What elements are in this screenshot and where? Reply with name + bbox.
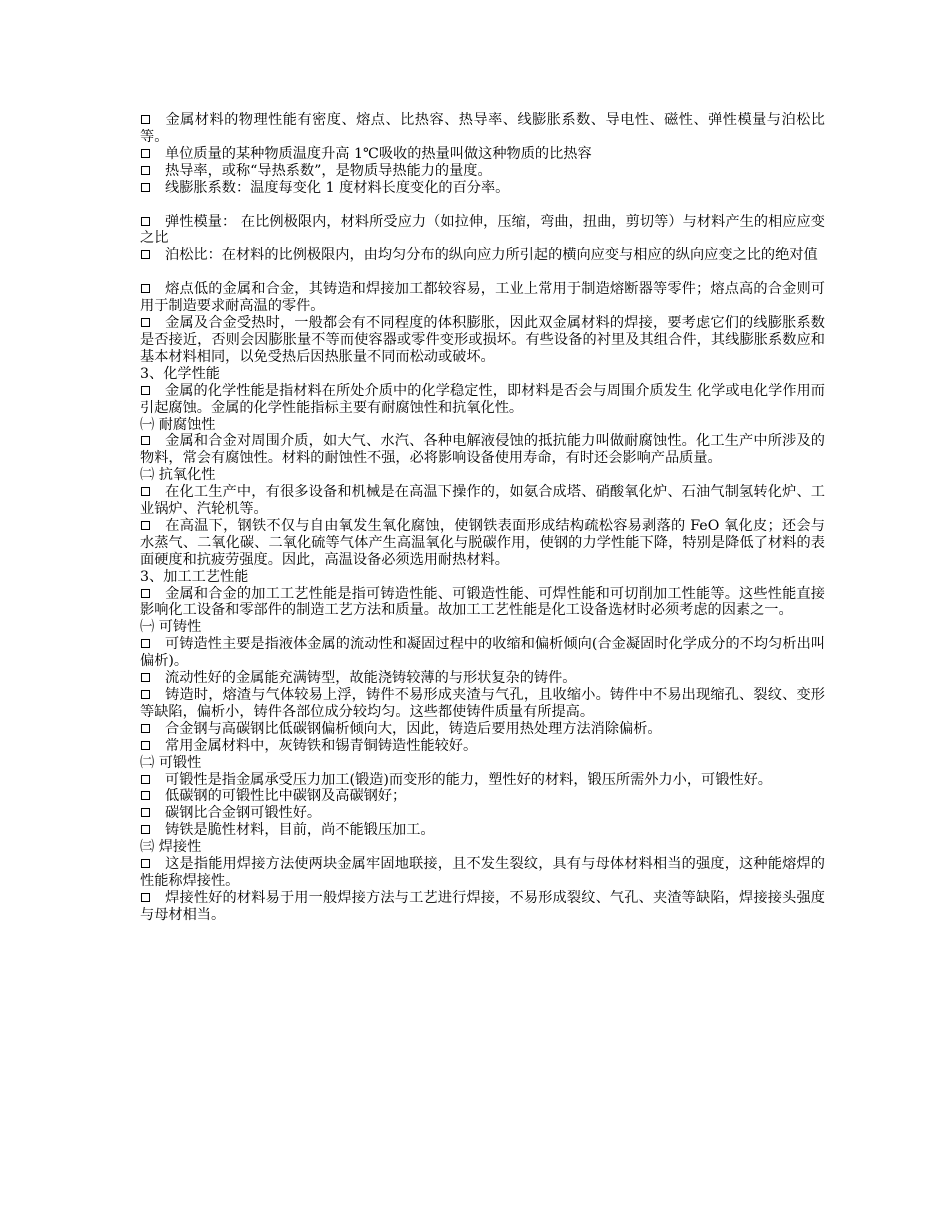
paragraph-gap bbox=[140, 264, 825, 281]
paragraph-text: 热导率，或称“导热系数”，是物质导热能力的量度。 bbox=[165, 162, 492, 179]
square-bullet-icon bbox=[141, 893, 150, 902]
bullet-paragraph bbox=[140, 112, 825, 146]
bullet-paragraph bbox=[140, 788, 825, 805]
paragraph-text: 合金钢与高碳钢比低碳钢偏析倾向大，因此，铸造后要用热处理方法消除偏析。 bbox=[165, 720, 662, 737]
square-bullet-icon bbox=[141, 487, 150, 496]
bullet-paragraph bbox=[140, 518, 825, 569]
paragraph-text: 金属和合金的加工工艺性能是指可铸造性能、可锻造性能、可焊性能和可切削加工性能等。这些性能直接影响化工设备和零部件的制造工艺方法和质量。故加工工艺性能是化工设备选材时必须考虑的因素之一。 bbox=[140, 585, 825, 619]
bullet-paragraph bbox=[140, 180, 825, 197]
paragraph-text: 铸铁是脆性材料，目前，尚不能锻压加工。 bbox=[165, 822, 435, 839]
paragraph-text: 3、加工工艺性能 bbox=[140, 568, 249, 585]
bullet-paragraph bbox=[140, 281, 825, 315]
square-bullet-icon bbox=[141, 166, 150, 175]
square-bullet-icon bbox=[141, 741, 150, 750]
paragraph-text: ㈠ 可铸性 bbox=[140, 619, 202, 636]
square-bullet-icon bbox=[141, 115, 150, 124]
bullet-paragraph bbox=[140, 805, 825, 822]
square-bullet-icon bbox=[141, 183, 150, 192]
square-bullet-icon bbox=[141, 284, 150, 293]
paragraph-text: 这是指能用焊接方法使两块金属牢固地联接，且不发生裂纹，具有与母体材料相当的强度，这种能熔焊的性能称焊接性。 bbox=[140, 856, 825, 889]
paragraph-text: 碳钢比合金钢可锻性好。 bbox=[165, 805, 322, 822]
bullet-paragraph bbox=[140, 890, 825, 924]
square-bullet-icon bbox=[141, 791, 150, 800]
square-bullet-icon bbox=[141, 250, 150, 259]
paragraph-text: 常用金属材料中，灰铸铁和锡青铜铸造性能较好。 bbox=[165, 737, 478, 754]
paragraph-text: 熔点低的金属和合金，其铸造和焊接加工都较容易，工业上常用于制造熔断器等零件；熔点高的合金则可用于制造要求耐高温的零件。 bbox=[140, 281, 825, 315]
paragraph-text: ㈡ 抗氧化性 bbox=[140, 467, 216, 484]
paragraph-text: ㈠ 耐腐蚀性 bbox=[140, 416, 216, 433]
bullet-paragraph bbox=[140, 484, 825, 518]
square-bullet-icon bbox=[141, 775, 150, 784]
square-bullet-icon bbox=[141, 318, 150, 327]
bullet-paragraph bbox=[140, 146, 825, 163]
square-bullet-icon bbox=[141, 808, 150, 817]
bullet-paragraph bbox=[140, 586, 825, 620]
paragraph-text: 铸造时，熔渣与气体较易上浮，铸件不易形成夹渣与气孔，且收缩小。铸件中不易出现缩孔、裂纹、变形等缺陷，偏析小，铸件各部位成分较均匀。这些都使铸件质量有所提高。 bbox=[140, 687, 825, 720]
square-bullet-icon bbox=[141, 217, 150, 226]
section-heading bbox=[140, 755, 825, 772]
bullet-paragraph bbox=[140, 433, 825, 467]
document-page bbox=[140, 112, 825, 924]
paragraph-text: 在化工生产中，有很多设备和机械是在高温下操作的，如氨合成塔、硝酸氧化炉、石油气制氢转化炉、工业锅炉、汽轮机等。 bbox=[140, 484, 825, 518]
bullet-paragraph bbox=[140, 772, 825, 789]
paragraph-text: 金属及合金受热时，一般都会有不同程度的体积膨胀，因此双金属材料的焊接，要考虑它们的线膨胀系数是否接近，否则会因膨胀量不等而使容器或零件变形或损坏。有些设备的衬里及其组合件，其线膨胀系数应和基本材料相同，以免受热后因热胀量不同而松动或破坏。 bbox=[140, 315, 825, 365]
paragraph-text: 金属材料的物理性能有密度、熔点、比热容、热导率、线膨胀系数、导电性、磁性、弹性模量与泊松比等。 bbox=[140, 112, 825, 145]
section-heading bbox=[140, 839, 825, 856]
paragraph-text: 焊接性好的材料易于用一般焊接方法与工艺进行焊接，不易形成裂纹、气孔、夹渣等缺陷，焊接接头强度与母材相当。 bbox=[140, 889, 825, 923]
bullet-paragraph bbox=[140, 315, 825, 366]
bullet-paragraph bbox=[140, 383, 825, 417]
square-bullet-icon bbox=[141, 639, 150, 648]
bullet-paragraph bbox=[140, 721, 825, 738]
paragraph-text: 线膨胀系数：温度每变化 1 度材料长度变化的百分率。 bbox=[165, 179, 510, 196]
square-bullet-icon bbox=[141, 690, 150, 699]
square-bullet-icon bbox=[141, 521, 150, 530]
paragraph-text: 弹性模量： 在比例极限内，材料所受应力（如拉伸，压缩，弯曲，扭曲，剪切等）与材料产生的相应应变之比 bbox=[140, 213, 825, 247]
bullet-paragraph bbox=[140, 738, 825, 755]
bullet-paragraph bbox=[140, 163, 825, 180]
paragraph-text: ㈡ 可锻性 bbox=[140, 754, 202, 771]
square-bullet-icon bbox=[141, 149, 150, 158]
square-bullet-icon bbox=[141, 589, 150, 598]
bullet-paragraph bbox=[140, 636, 825, 670]
square-bullet-icon bbox=[141, 859, 150, 868]
square-bullet-icon bbox=[141, 825, 150, 834]
section-heading bbox=[140, 619, 825, 636]
section-heading bbox=[140, 366, 825, 383]
bullet-paragraph bbox=[140, 822, 825, 839]
section-heading bbox=[140, 569, 825, 586]
paragraph-text: 泊松比：在材料的比例极限内，由均匀分布的纵向应力所引起的横向应变与相应的纵向应变之比的绝对值 bbox=[165, 247, 818, 264]
bullet-paragraph bbox=[140, 687, 825, 721]
paragraph-text: ㈢ 焊接性 bbox=[140, 839, 202, 856]
paragraph-text: 金属和合金对周围介质，如大气、水汽、各种电解液侵蚀的抵抗能力叫做耐腐蚀性。化工生产中所涉及的物料，常会有腐蚀性。材料的耐蚀性不强，必将影响设备使用寿命，有时还会影响产品质量。 bbox=[140, 433, 825, 467]
paragraph-text: 可锻性是指金属承受压力加工(锻造)而变形的能力，塑性好的材料，锻压所需外力小，可锻性好。 bbox=[165, 771, 772, 788]
paragraph-text: 可铸造性主要是指液体金属的流动性和凝固过程中的收缩和偏析倾向(合金凝固时化学成分的不均匀析出叫偏析)。 bbox=[140, 636, 825, 670]
section-heading bbox=[140, 417, 825, 434]
paragraph-text: 在高温下，钢铁不仅与自由氧发生氧化腐蚀，使钢铁表面形成结构疏松容易剥落的 FeO 氧化皮；还会与水蒸气、二氧化碳、二氧化硫等气体产生高温氧化与脱碳作用，使钢的力学性能下降，特别是降低了材料的表面硬度和抗疲劳强度。因此，高温设备必须选用耐热材料。 bbox=[140, 517, 825, 568]
square-bullet-icon bbox=[141, 386, 150, 395]
square-bullet-icon bbox=[141, 724, 150, 733]
bullet-paragraph bbox=[140, 670, 825, 687]
bullet-paragraph bbox=[140, 214, 825, 248]
section-heading bbox=[140, 467, 825, 484]
square-bullet-icon bbox=[141, 673, 150, 682]
bullet-paragraph bbox=[140, 856, 825, 890]
paragraph-text: 单位质量的某种物质温度升高 1℃吸收的热量叫做这种物质的比热容 bbox=[165, 145, 592, 162]
paragraph-text: 金属的化学性能是指材料在所处介质中的化学稳定性，即材料是否会与周围介质发生 化学或电化学作用而引起腐蚀。金属的化学性能指标主要有耐腐蚀性和抗氧化性。 bbox=[140, 382, 825, 416]
bullet-paragraph bbox=[140, 247, 825, 264]
square-bullet-icon bbox=[141, 436, 150, 445]
paragraph-text: 3、化学性能 bbox=[140, 365, 220, 382]
paragraph-text: 低碳钢的可锻性比中碳钢及高碳钢好； bbox=[165, 788, 407, 805]
paragraph-gap bbox=[140, 197, 825, 214]
paragraph-text: 流动性好的金属能充满铸型，故能浇铸较薄的与形状复杂的铸件。 bbox=[165, 670, 577, 687]
